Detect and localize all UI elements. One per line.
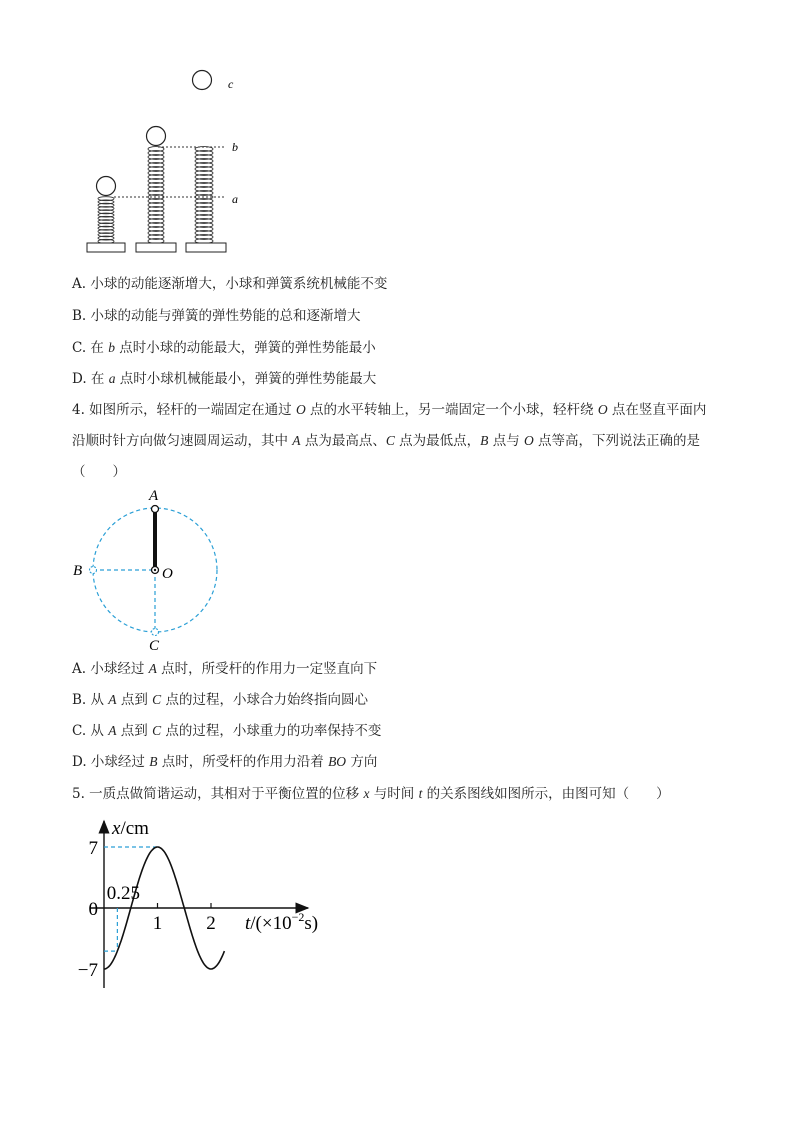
y-tick-label-7: 7	[88, 838, 98, 860]
base-1	[87, 243, 125, 252]
q4-option-c: C. 从 A 点到 C 点的过程，小球重力的功率保持不变	[72, 723, 382, 739]
q3-option-d: D. 在 a 点时小球机械能最小，弹簧的弹性势能最大	[72, 371, 377, 387]
ball-at-a	[152, 506, 159, 513]
spring-2	[136, 127, 176, 253]
base-3	[186, 243, 226, 252]
point-b-marker	[90, 567, 97, 574]
q4-stem-line1: 4. 如图所示，轻杆的一端固定在通过 O 点的水平转轴上，另一端固定一个小球，轻杆绕 O 点在竖直平面内	[72, 402, 707, 418]
q3-option-c: C. 在 b 点时小球的动能最大，弹簧的弹性势能最小	[72, 340, 376, 356]
y-tick-label-neg7: −7	[77, 959, 98, 981]
label-c: c	[228, 77, 234, 91]
y-tick-label-0: 0	[88, 899, 98, 920]
ball-c	[193, 71, 212, 90]
label-b: b	[232, 140, 238, 154]
spring-1	[87, 177, 125, 253]
point-c-marker	[152, 629, 159, 636]
spring-3	[186, 147, 226, 252]
x-axis-label: $t/(\times 10^{-2}s)$	[245, 910, 319, 934]
circle-figure	[0, 484, 794, 654]
base-2	[136, 243, 176, 252]
point-o-dot	[154, 569, 156, 571]
ball-a	[97, 177, 116, 196]
label-point-a: A	[149, 488, 159, 504]
q4-stem-line2: 沿顺时针方向做匀速圆周运动，其中 A 点为最高点、C 点为最低点，B 点与 O 点等高，下列说法正确的是	[72, 433, 701, 449]
x-tick-label-2: 2	[206, 913, 216, 934]
q3-option-b: B. 小球的动能与弹簧的弹性势能的总和逐渐增大	[72, 308, 361, 324]
light-rod	[153, 510, 157, 570]
q4-option-a: A. 小球经过 A 点时，所受杆的作用力一定竖直向下	[72, 661, 378, 677]
q4-option-b: B. 从 A 点到 C 点的过程，小球合力始终指向圆心	[72, 692, 368, 708]
q4-answer-blank: （ ）	[72, 464, 126, 480]
x-tick-label-1: 1	[152, 913, 163, 934]
q5-stem: 5. 一质点做简谐运动，其相对于平衡位置的位移 x 与时间 t 的关系图线如图所示，由图可知（ ）	[72, 786, 670, 802]
displacement-time-chart	[0, 810, 794, 1000]
y-axis-label: x/cm	[112, 818, 149, 839]
label-point-b: B	[73, 563, 83, 579]
q3-option-a: A. 小球的动能逐渐增大，小球和弹簧系统机械能不变	[72, 276, 388, 292]
ball-b	[147, 127, 166, 146]
label-point-o: O	[162, 566, 173, 582]
label-a: a	[232, 192, 238, 206]
label-point-c: C	[149, 638, 160, 654]
q4-option-d: D. 小球经过 B 点时，所受杆的作用力沿着 BO 方向	[72, 754, 378, 770]
annotation-0-25: 0.25	[106, 883, 140, 904]
